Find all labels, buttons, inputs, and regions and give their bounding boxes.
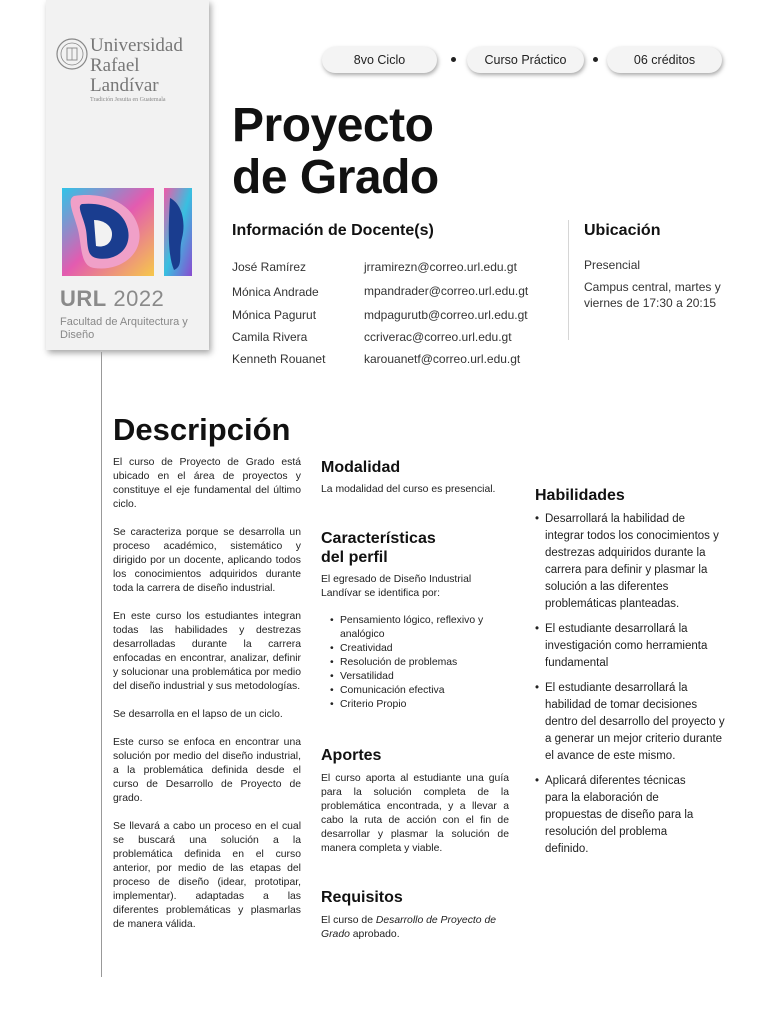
docente-name: Kenneth Rouanet [232,352,326,366]
habilidad-item: • Desarrollará la habilidad de integrar todos los conocimientos y destrezas adquiridos durante la carrera para definir y plasmar la solución a las diferentes problemáticas planteadas. [535,511,727,613]
descripcion-paragraph: El curso de Proyecto de Grado está ubicado en el área de proyectos y constituye el eje fundamental del último ciclo. [113,457,301,510]
requisitos-text [321,914,511,942]
docente-email[interactable]: mdpagurutb@correo.url.edu.gt [364,308,528,322]
perfil-item: • Versatilidad [330,670,510,684]
url-2022-badge [60,286,164,312]
habilidad-item: • El estudiante desarrollará la investigación como herramienta fundamental [535,621,727,672]
descripcion-paragraph: Se desarrolla en el lapso de un ciclo. [113,709,283,720]
di-logo-art [60,186,194,278]
ubicacion-heading: Ubicación [584,222,661,239]
habilidad-item: • Aplicará diferentes técnicas para la elaboración de propuestas de diseño para la resolución del problema definido. [535,773,727,858]
logo-line-1: Universidad [90,35,183,56]
descripcion-paragraph: Se llevará a cabo un proceso en el cual se buscará una solución a la problemática definida en el curso anterior, por medio de las etapas del proceso de diseño (idear, prototipar, implementar). adaptadas a las diferentes problemáticas y plasmarlas de manera válida. [113,821,301,930]
perfil-item: • Comunicación efectiva [330,684,510,698]
year-label: 2022 [113,286,165,311]
perfil-heading-line-2: del perfil [321,549,388,566]
docentes-heading: Información de Docente(s) [232,222,434,239]
requisitos-heading: Requisitos [321,889,403,906]
url-label: URL [60,286,107,311]
ubicacion-mode: Presencial [584,258,641,272]
habilidades-list [535,511,727,866]
descripcion-paragraph: Este curso se enfoca en encontrar una solución por medio del diseño industrial, a la problemática definida desde el curso de Desarrollo de Proyecto de grado. [113,737,301,804]
requisitos-text-end: aprobado. [349,929,400,940]
requisitos-course-name: Desarrollo de Proyecto de Grado [321,915,497,940]
descripcion-paragraph: Se caracteriza porque se desarrolla un proceso académico, sistemático y dirigido por un docente, aplicando todos los conocimientos adquiridos durante toda la carrera de diseño industrial. [113,527,301,594]
title-line-1: Proyecto [232,99,434,152]
ubicacion-divider [568,220,569,340]
aportes-text: El curso aporta al estudiante una guía para la solución completa de la problemática encontrada, y a llevar a cabo la ruta de acción con el fin de desarrollar y plasmar la solución de manera completa y viable. [321,773,509,854]
docente-email[interactable]: ccriverac@correo.url.edu.gt [364,330,512,344]
habilidad-item: • El estudiante desarrollará la habilidad de tomar decisiones dentro del desarrollo del proyecto y a generar un mejor criterio durante el avance de este mismo. [535,680,727,765]
modalidad-text: La modalidad del curso es presencial. [321,484,496,495]
perfil-intro: El egresado de Diseño Industrial Landívar se identifica por: [321,574,472,599]
docente-name: Camila Rivera [232,330,308,344]
perfil-item: • Pensamiento lógico, reflexivo y analógico [330,614,510,642]
pill-cycle: 8vo Ciclo [322,47,437,73]
pill-credits: 06 créditos [607,47,722,73]
requisitos-text-start: El curso de [321,915,376,926]
docente-name: José Ramírez [232,260,307,274]
descripcion-text [113,456,301,946]
title-line-2: de Grado [232,151,439,204]
docente-name: Mónica Andrade [232,285,319,299]
logo-tagline: Tradición Jesuita en Guatemala [90,97,166,103]
perfil-item: • Creatividad [330,642,510,656]
perfil-list [330,614,510,712]
docente-email[interactable]: mpandrader@correo.url.edu.gt [364,284,529,298]
vertical-divider [101,352,102,977]
descripcion-heading: Descripción [113,412,291,447]
ubicacion-detail: Campus central, martes y viernes de 17:30 a 20:15 [584,280,721,310]
separator-dot [593,57,598,62]
university-logo [90,36,209,105]
descripcion-paragraph: En este curso los estudiantes integran todas las habilidades y destrezas desarrolladas durante la carrera enfocadas en encontrar, analizar, definir y solucionar una problemática por medio del diseño industrial y sus metodologías. [113,611,301,692]
docente-email[interactable]: jrramirezn@correo.url.edu.gt [364,260,517,274]
perfil-item: • Criterio Propio [330,698,510,712]
perfil-heading [321,529,436,567]
sidebar-card [46,0,209,350]
logo-line-2: Rafael Landívar [90,55,159,96]
modalidad-heading: Modalidad [321,459,401,476]
docente-name: Mónica Pagurut [232,308,317,322]
perfil-item: • Resolución de problemas [330,656,510,670]
university-seal-icon [56,38,88,70]
separator-dot [451,57,456,62]
habilidades-heading: Habilidades [535,487,625,504]
faculty-name: Facultad de Arquitectura y Diseño [60,316,188,341]
aportes-heading: Aportes [321,747,382,764]
page-title [232,100,439,204]
perfil-heading-line-1: Características [321,530,436,547]
pill-course-type: Curso Práctico [467,47,584,73]
docente-email[interactable]: karouanetf@correo.url.edu.gt [364,352,521,366]
